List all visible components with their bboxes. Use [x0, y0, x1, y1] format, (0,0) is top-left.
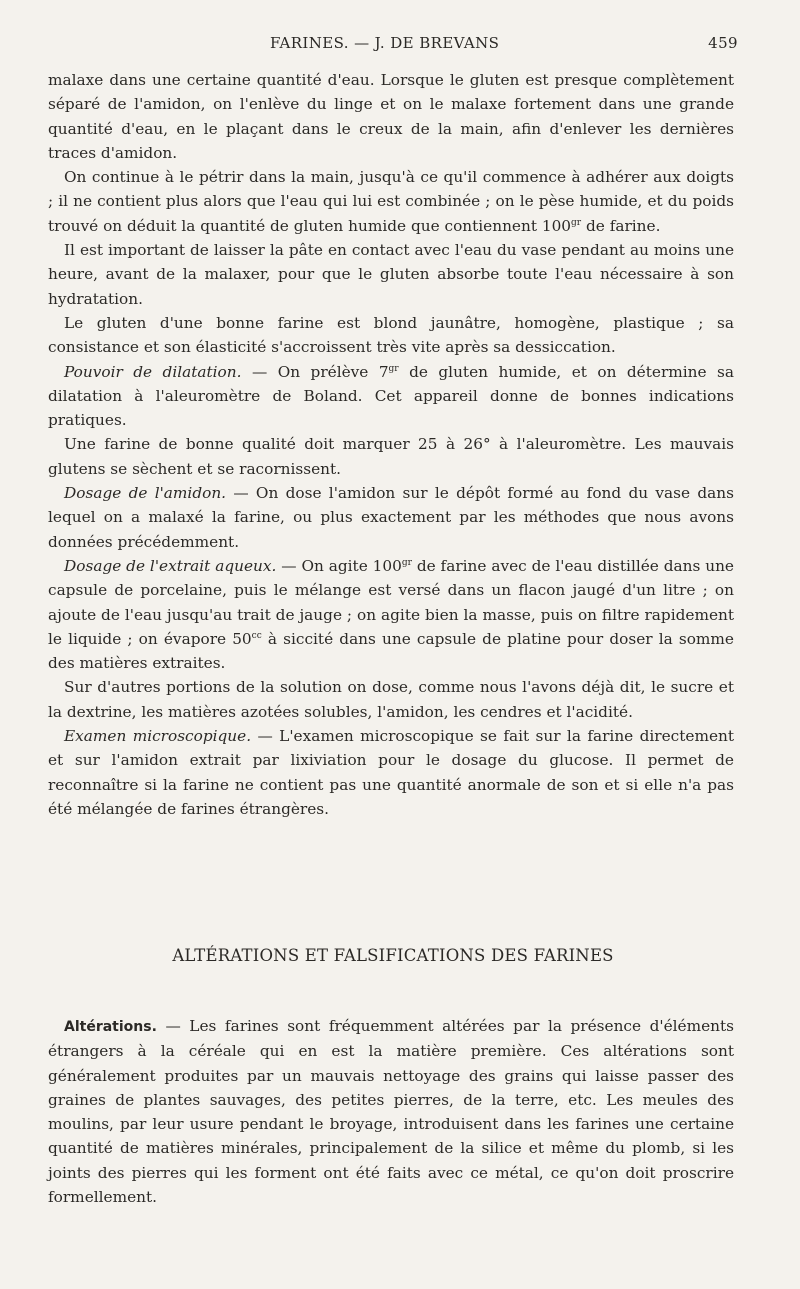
paragraph: Pouvoir de dilatation. — On prélève $7^{gr}$ de gluten humide, et on détermine sa dilatation à l'aleuromètre de Boland. Cet appareil donne de bonnes indications pratiques. — [48, 362, 734, 430]
paragraph: malaxe dans une certaine quantité d'eau. Lorsque le gluten est presque complètement séparé de l'amidon, on l'enlève du linge et on le malaxe fortement dans une grande quantité d'eau, en le plaçant dans le creux de la main, afin d'enlever les dernières traces d'amidon. — [48, 71, 734, 162]
paragraph: Examen microscopique. — L'examen microscopique se fait sur la farine directement et sur l'amidon extrait par lixiviation pour le dosage du glucose. Il permet de reconnaître si la farine ne contient pas une quantité anormale de son et si elle n'a pas été mélangée de farines étrangères. — [48, 727, 734, 818]
paragraph: Sur d'autres portions de la solution on dose, comme nous l'avons déjà dit, le sucre et la dextrine, les matières azotées solubles, l'amidon, les cendres et l'acidité. — [48, 678, 734, 721]
paragraph: Il est important de laisser la pâte en contact avec l'eau du vase pendant au moins une heure, avant de la malaxer, pour que le gluten absorbe toute l'eau nécessaire à son hydratation. — [48, 241, 734, 308]
paragraph-heading: Examen microscopique. — [64, 727, 252, 746]
page-number: 459 — [708, 34, 738, 52]
section-text — [48, 1014, 734, 1209]
paragraph-heading: Dosage de l'extrait aqueux. — [64, 556, 277, 575]
paragraph: Dosage de l'amidon. — On dose l'amidon sur le dépôt formé au fond du vase dans lequel on a malaxé la farine, ou plus exactement par les méthodes que nous avons données précédemment. — [48, 484, 734, 551]
paragraph: Altérations. — Les farines sont fréquemment altérées par la présence d'éléments étrangers à la céréale qui en est la matière première. Ces altérations sont généralement produites par un mauvais nettoyage des grains qui laisse passer des graines de plantes sauvages, des petites pierres, de la terre, etc. Les meules des moulins, par leur usure pendant le broyage, introduisent dans les farines une certaine quantité de matières minérales, principalement de la silice et même du plomb, si les joints des pierres qui les forment ont été faits avec ce métal, ce qu'on doit proscrire formellement. — [48, 1017, 734, 1207]
paragraph-heading: Dosage de l'amidon. — [64, 484, 227, 503]
main-text — [48, 68, 734, 821]
paragraph: Dosage de l'extrait aqueux. — On agite $100^{gr}$ de farine avec de l'eau distillée dans une capsule de porcelaine, puis le mélange est versé dans un flacon jaugé d'un litre ; on ajoute de l'eau jusqu'au trait de jauge ; on agite bien la masse, puis on filtre rapidement le liquide ; on évapore $50^{cc}$ à siccité dans une capsule de platine pour doser la somme des matières extraites. — [48, 556, 734, 673]
running-title: FARINES. — J. DE BREVANS — [270, 34, 500, 52]
paragraph: Le gluten d'une bonne farine est blond jaunâtre, homogène, plastique ; sa consistance et son élasticité s'accroissent très vite après sa dessiccation. — [48, 313, 734, 357]
paragraph: Une farine de bonne qualité doit marquer 25 à 26° à l'aleuromètre. Les mauvais glutens se sèchent et se racornissent. — [48, 435, 734, 478]
run-in-heading: Altérations. — [64, 1019, 157, 1035]
page-header — [48, 34, 738, 60]
section-title: ALTÉRATIONS ET FALSIFICATIONS DES FARINES — [172, 946, 614, 965]
paragraph-heading: Pouvoir de dilatation. — [64, 362, 242, 381]
paragraph: On continue à le pétrir dans la main, jusqu'à ce qu'il commence à adhérer aux doigts ; il ne contient plus alors que l'eau qui lui est combinée ; on le pèse humide, et du poids trouvé on déduit la quantité de gluten humide que contiennent $100^{gr}$ de farine. — [48, 168, 734, 235]
